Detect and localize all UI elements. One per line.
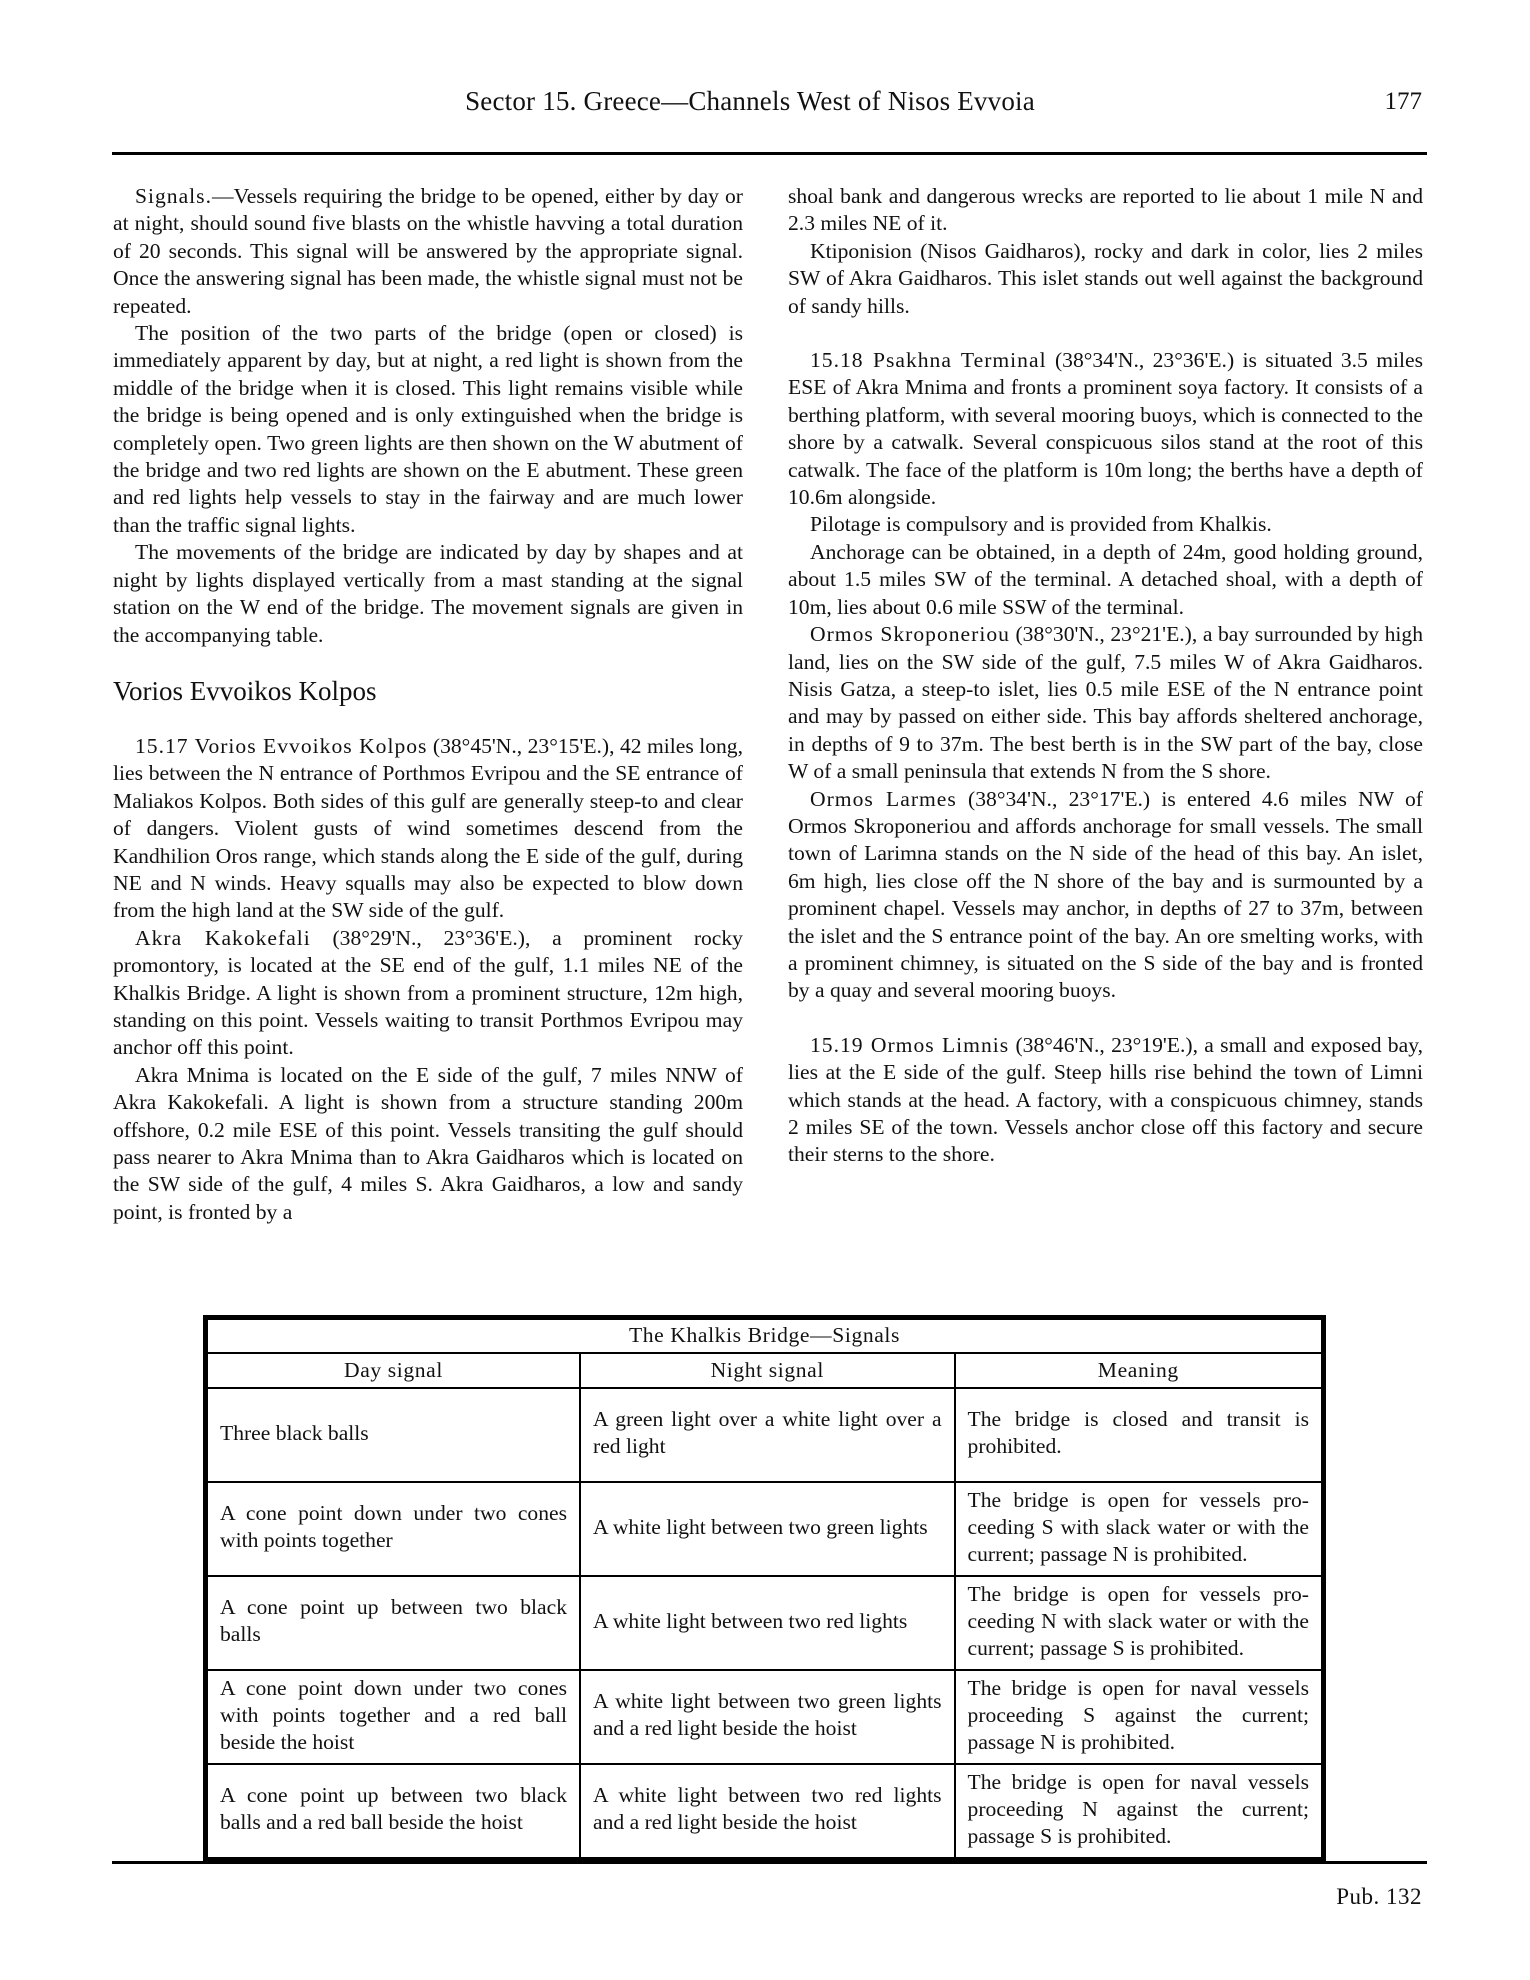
cell-meaning: The bridge is open for naval vessels proceeding N against the current; passage S is prohibited. [955,1764,1324,1860]
paragraph-signals: Signals.—Vessels requiring the bridge to be opened, either by day or at night, should sound five blasts on the whistle havving a total duration of 20 seconds. This signal will be answered by the appropriate signal. Once the answering signal has been made, the whistle signal must not be repeated. [113,184,743,318]
cell-night-signal: A white light between two red lights [580,1576,955,1670]
paragraph-lead: Ormos Larmes [810,786,957,811]
cell-day-signal: A cone point down under two cones with points together and a red ball beside the hoist [206,1670,581,1764]
paragraph-anchorage: Anchorage can be obtained, in a depth of 24m, good holding ground, about 1.5 miles SW of the terminal. A detached shoal, with a depth of 10m, lies about 0.6 mile SSW of the terminal. [788,539,1423,619]
cell-day-signal: Three black balls [206,1388,581,1482]
cell-meaning: The bridge is open for vessels proceeding S with slack water or with the current; passage N is prohibited. [955,1482,1324,1576]
paragraph-ormos-larmes: Ormos Larmes (38°34'N., 23°17'E.) is entered 4.6 miles NW of Ormos Skroponeriou and affords anchorage for small vessels. The small town of Larimna stands on the N side of the head of this bay. An islet, 6m high, lies close off the N shore of the bay and is surmounted by a prominent chapel. Vessels may anchor, in depths of 27 to 37m, between the islet and the S entrance point of the bay. An ore smelting works, with a prominent chimney, is situated on the S side of the bay and is fronted by a quay and several mooring buoys. [788,786,1423,1003]
cell-night-signal: A white light between two green lights [580,1482,955,1576]
paragraph-continuation: shoal bank and dangerous wrecks are reported to lie about 1 mile N and 2.3 miles NE of it. [788,184,1423,236]
cell-meaning: The bridge is closed and transit is prohibited. [955,1388,1324,1482]
paragraph-bridge-position: The position of the two parts of the bridge (open or closed) is immediately apparent by day, but at night, a red light is shown from the middle of the bridge when it is closed. This light remains visible while the bridge is being opened and is only extinguished when the bridge is completely open. Two green lights are then shown on the W abutment of the bridge and two red lights are shown on the E abutment. These green and red lights help vessels to stay in the fairway and are much lower than the traffic signal lights. [113,321,743,537]
table-title: The Khalkis Bridge—Signals [206,1318,1324,1354]
paragraph-ktiponision: Ktiponision (Nisos Gaidharos), rocky and dark in color, lies 2 miles SW of Akra Gaidharos. This islet stands out well against the background of sandy hills. [788,238,1423,318]
column-header-day-signal: Day signal [206,1353,581,1388]
cell-night-signal: A green light over a white light over a red light [580,1388,955,1482]
cell-day-signal: A cone point up between two black balls [206,1576,581,1670]
column-header-night-signal: Night signal [580,1353,955,1388]
paragraph-15-18: 15.18 Psakhna Terminal (38°34'N., 23°36'E.) is situated 3.5 miles ESE of Akra Mnima and fronts a prominent soya factory. It consists of a berthing platform, with several mooring buoys, which is connected to the shore by a catwalk. Several conspicuous silos stand at the root of this catwalk. The face of the platform is 10m long; the berths have a depth of 10.6m alongside. [788,348,1423,510]
paragraph-akra-kakokefali: Akra Kakokefali (38°29'N., 23°36'E.), a prominent rocky promontory, is located at the SE end of the gulf, 1.1 miles NE of the Khalkis Bridge. A light is shown from a prominent structure, 12m high, standing on this point. Vessels waiting to transit Porthmos Evripou may anchor off this point. [113,925,743,1060]
table-row [206,1670,1324,1764]
table-row [206,1576,1324,1670]
table-title-row [206,1318,1324,1354]
paragraph-15-19: 15.19 Ormos Limnis (38°46'N., 23°19'E.), a small and exposed bay, lies at the E side of the gulf. Steep hills rise behind the town of Limni which stands at the head. A factory, with a conspicuous chimney, stands 2 miles SE of the town. Vessels anchor close off this factory and secure their sterns to the shore. [788,1032,1423,1167]
right-column [788,183,1423,1169]
paragraph-15-17: 15.17 Vorios Evvoikos Kolpos (38°45'N., 23°15'E.), 42 miles long, lies between the N entrance of Porthmos Evripou and the SE entrance of Maliakos Kolpos. Both sides of this gulf are generally steep-to and clear of dangers. Violent gusts of wind sometimes descend from the Kandhilion Oros range, which stands along the E side of the gulf, during NE and N winds. Heavy squalls may also be expected to blow down from the high land at the SW side of the gulf. [113,733,743,923]
publication-label: Pub. 132 [1336,1884,1422,1909]
paragraph-lead: Akra Kakokefali [135,925,311,950]
cell-meaning: The bridge is open for naval vessels proceeding S against the current; passage N is prohibited. [955,1670,1324,1764]
table-header-row [206,1353,1324,1388]
section-heading: Vorios Evvoikos Kolpos [113,675,377,706]
paragraph-ormos-skroponeriou: Ormos Skroponeriou (38°30'N., 23°21'E.), a bay surrounded by high land, lies on the SW side of the gulf, 7.5 miles W of Akra Gaidharos. Nisis Gatza, a steep-to islet, lies 0.5 mile ESE of the N entrance point and may by passed on either side. This bay affords sheltered anchorage, in depths of 9 to 37m. The best berth is in the SW part of the bay, close W of a small peninsula that extends N from the S shore. [788,622,1424,784]
running-header-title: Sector 15. Greece—Channels West of Nisos Evvoia [465,86,1035,116]
khalkis-bridge-signals-table [203,1315,1326,1862]
paragraph-pilotage: Pilotage is compulsory and is provided from Khalkis. [810,512,1272,537]
cell-night-signal: A white light between two green lights and a red light beside the hoist [580,1670,955,1764]
cell-meaning: The bridge is open for vessels proceeding N with slack water or with the current; passage S is prohibited. [955,1576,1324,1670]
table-row [206,1482,1324,1576]
paragraph-lead: 15.19 Ormos Limnis [810,1032,1010,1057]
cell-night-signal: A white light between two red lights and a red light beside the hoist [580,1764,955,1860]
signals-table-container [203,1315,1326,1862]
paragraph-akra-mnima: Akra Mnima is located on the E side of the gulf, 7 miles NNW of Akra Kakokefali. A light is shown from a structure standing 200m offshore, 0.2 mile ESE of this point. Vessels transiting the gulf should pass nearer to Akra Mnima than to Akra Gaidharos which is located on the SW side of the gulf, 4 miles S. Akra Gaidharos, a low and sandy point, is fronted by a [113,1062,743,1224]
paragraph-bridge-movements: The movements of the bridge are indicated by day by shapes and at night by lights displayed vertically from a mast standing at the signal station on the W end of the bridge. The movement signals are given in the accompanying table. [113,540,743,647]
header-rule [112,152,1427,155]
left-column [113,183,743,1226]
table-row [206,1388,1324,1482]
footer-rule [112,1861,1427,1864]
column-header-meaning: Meaning [955,1353,1324,1388]
table-row [206,1764,1324,1860]
cell-day-signal: A cone point down under two cones with points together [206,1482,581,1576]
paragraph-lead: 15.18 Psakhna Terminal [810,348,1047,373]
page-number: 177 [1384,88,1422,115]
cell-day-signal: A cone point up between two black balls and a red ball beside the hoist [206,1764,581,1860]
paragraph-lead: 15.17 Vorios Evvoikos Kolpos [135,733,428,758]
paragraph-lead: Ormos Skroponeriou [810,622,1010,647]
paragraph-lead: Signals. [135,184,212,208]
